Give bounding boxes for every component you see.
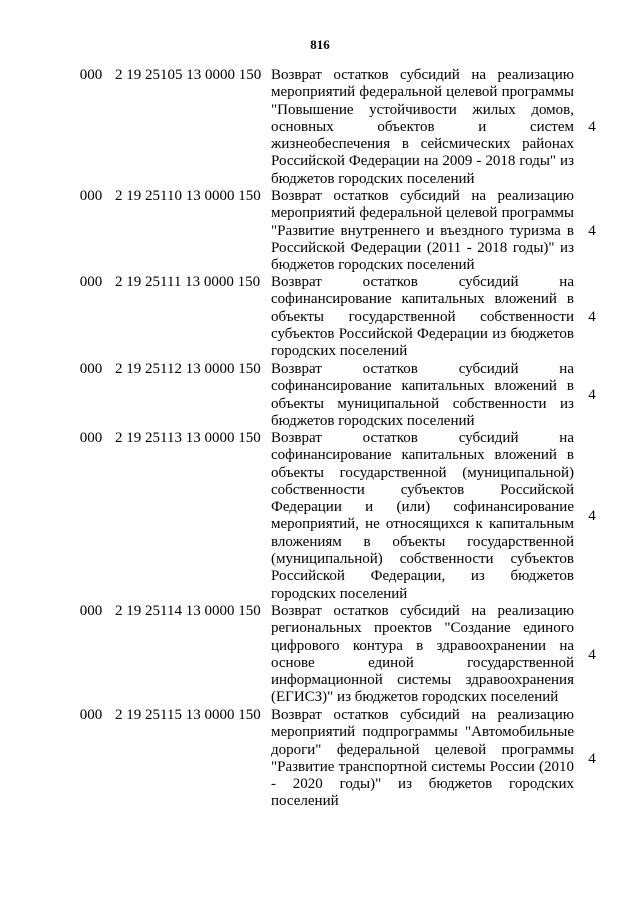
income-description-text: Возврат остатков субсидий на софинансирование капитальных вложений в объекты государственной (муниципальной) собственности субъектов Российской Федерации и (или) софинансирование мероприятий, не относящихся к капитальным вложениям в объекты государственной (муниципальной) собственности субъектов Российской Федерации, из бюджетов городских поселений	[271, 430, 574, 602]
income-description	[271, 603, 574, 707]
norm-value: 4	[588, 508, 596, 524]
table-row	[70, 707, 610, 811]
table-row	[70, 603, 610, 707]
budget-classification-code: 2 19 25105 13 0000 150	[115, 67, 262, 83]
income-description-text: Возврат остатков субсидий на софинансирование капитальных вложений в объекты государственной собственности субъектов Российской Федерации из бюджетов городских поселений	[271, 274, 574, 360]
budget-classification-code: 2 19 25112 13 0000 150	[115, 361, 261, 377]
budget-classification-code: 2 19 25115 13 0000 150	[115, 707, 261, 723]
income-description	[271, 274, 574, 360]
table-row	[70, 274, 610, 361]
admin-code: 000	[79, 274, 103, 290]
budget-classification-code: 2 19 25111 13 0000 150	[115, 274, 261, 290]
admin-code: 000	[79, 67, 103, 83]
norm-value: 4	[588, 222, 596, 239]
page-number: 816	[310, 37, 330, 52]
budget-classification-code: 2 19 25114 13 0000 150	[115, 603, 261, 619]
income-description	[271, 67, 574, 188]
income-description-text: Возврат остатков субсидий на реализацию мероприятий подпрограммы "Автомобильные дороги" федеральной целевой программы "Развитие транспортной системы России (2010 - 2020 годы)" из бюджетов городских поселений	[271, 707, 574, 810]
income-description	[271, 361, 574, 430]
income-description-text: Возврат остатков субсидий на реализацию региональных проектов "Создание единого цифрового контура в здравоохранении на основе единой государственной информационной системы здравоохранения (ЕГИСЗ)" из бюджетов городских поселений	[271, 603, 574, 706]
budget-code-table	[70, 67, 610, 811]
income-description	[271, 707, 574, 811]
income-description-text: Возврат остатков субсидий на софинансирование капитальных вложений в объекты муниципальной собственности из бюджетов городских поселений	[271, 361, 574, 429]
admin-code: 000	[79, 603, 103, 619]
admin-code: 000	[79, 361, 103, 377]
table-row	[70, 188, 610, 274]
budget-classification-code: 2 19 25113 13 0000 150	[115, 430, 261, 446]
norm-value: 4	[588, 387, 596, 403]
budget-classification-code: 2 19 25110 13 0000 150	[115, 188, 261, 204]
norm-value: 4	[588, 750, 596, 767]
table-row	[70, 361, 610, 430]
admin-code: 000	[79, 707, 103, 723]
table-row	[70, 67, 610, 188]
income-description	[271, 430, 574, 603]
norm-value: 4	[588, 309, 596, 325]
income-description-text: Возврат остатков субсидий на реализацию мероприятий федеральной целевой программы "Развитие внутреннего и въездного туризма в Российской Федерации (2011 - 2018 годы)" из бюджетов городских поселений	[271, 188, 574, 274]
admin-code: 000	[79, 188, 103, 204]
admin-code: 000	[79, 430, 103, 446]
norm-value: 4	[588, 119, 596, 135]
norm-value: 4	[588, 646, 596, 663]
table-row	[70, 430, 610, 603]
income-description-text: Возврат остатков субсидий на реализацию мероприятий федеральной целевой программы "Повышение устойчивости жилых домов, основных объектов и систем жизнеобеспечения в сейсмических районах Российской Федерации на 2009 - 2018 годы" из бюджетов городских поселений	[271, 67, 574, 187]
income-description	[271, 188, 574, 274]
